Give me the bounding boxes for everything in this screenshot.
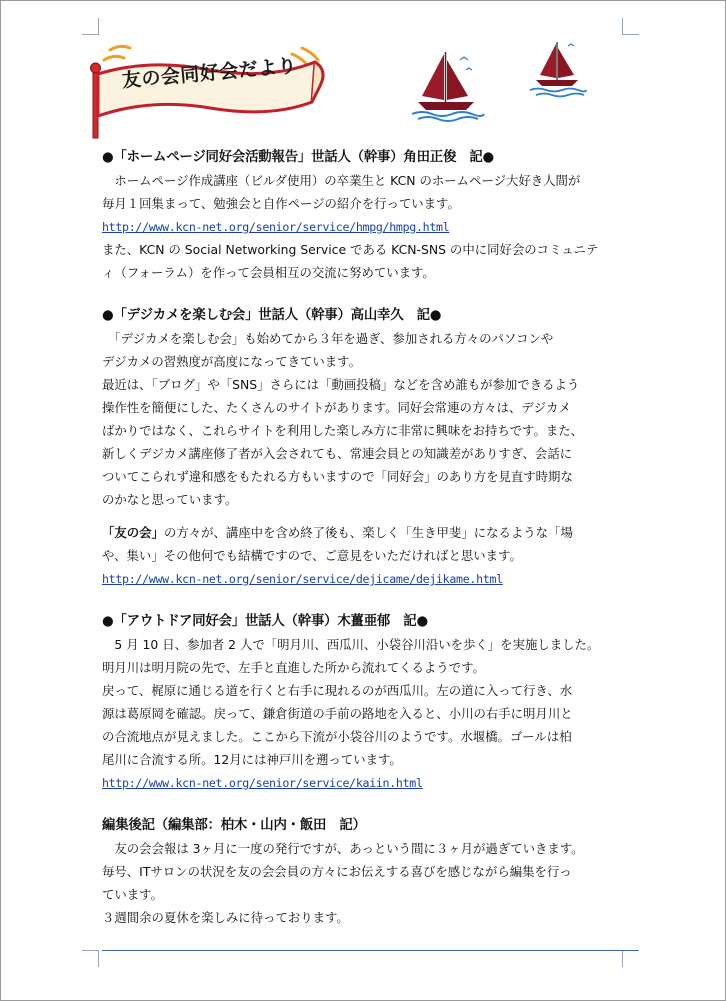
- margin-corner-bottom-right: [622, 950, 639, 967]
- banner-title: 友の会同好会だより: [121, 54, 298, 92]
- sailboat-icon: [528, 40, 588, 98]
- paragraph-line: 5 月 10 日、参加者 2 人で「明月川、西瓜川、小袋谷川沿いを歩く」を実施しました。: [102, 637, 600, 652]
- paragraph-line: ついてこられず違和感をもたれる方もいますので「同好会」のあり方を見直す時期な: [102, 469, 573, 484]
- paragraph-line: ばかりではなく、これらサイトを利用した楽しみ方に非常に興味をお持ちです。また、: [102, 423, 584, 438]
- margin-corner-top-left: [82, 18, 99, 35]
- paragraph-line: 戻って、梶原に通じる道を行くと右手に現れるのが西瓜川。左の道に入って行き、水: [102, 683, 573, 698]
- footer-rule: [102, 950, 638, 951]
- margin-corner-bottom-left: [82, 950, 99, 967]
- paragraph-line: 新しくデジカメ講座修了者が入会されても、常連会員との知識差がありすぎ、会話に: [102, 446, 573, 461]
- paragraph-line: ホームページ作成講座（ビルダ使用）の卒業生と KCN のホームページ大好き人間が: [102, 173, 581, 188]
- paragraph-line: ています。: [102, 887, 163, 902]
- section-heading-digicame: ●「デジカメを楽しむ会」世話人（幹事）高山幸久 記●: [102, 308, 442, 323]
- paragraph-text: の方々が、講座中を含め終了後も、楽しく「生き甲斐」になるような「場: [163, 525, 573, 540]
- section-heading-postscript: 編集後記（編集部：柏木・山内・飯田 記）: [102, 818, 366, 833]
- paragraph-line: や、集い」その他何でも結構ですので、ご意見をいただければと思います。: [102, 548, 522, 563]
- paragraph-line: の合流地点が見えました。ここから下流が小袋谷川のようです。水堰橋。ゴールは柏: [102, 729, 572, 744]
- paragraph-line: ィ（フォーラム）を作って会員相互の交流に努めています。: [102, 265, 435, 280]
- paragraph-line: 操作性を簡便にした、たくさんのサイトがあります。同好会常連の方々は、デジカメ: [102, 400, 571, 415]
- paragraph-line: 明月川は明月院の先で、左手と直進した所から流れてくるようです。: [102, 660, 485, 675]
- term-tomonokai: 「友の会」: [102, 525, 164, 540]
- paragraph-line: また、KCN の Social Networking Service である KCN-SNS の中に同好会のコミュニテ: [102, 242, 599, 257]
- outdoor-link[interactable]: http://www.kcn-net.org/senior/service/kaiin.html: [102, 776, 423, 790]
- paragraph-line: ３週間余の夏休を楽しみに待っております。: [102, 910, 349, 925]
- newsletter-body: [102, 146, 642, 929]
- section-heading-homepage: ●「ホームページ同好会活動報告」世話人（幹事）角田正俊 記●: [102, 150, 495, 165]
- section-heading-outdoor: ●「アウトドア同好会」世話人（幹事）木薑亜郁 記●: [102, 614, 428, 629]
- paragraph-line: 尾川に合流する所。12月には神戸川を遡っています。: [102, 752, 402, 767]
- banner-flag-graphic: [80, 40, 340, 150]
- paragraph-line: デジカメの習熟度が高度になってきています。: [102, 354, 361, 369]
- paragraph-line: [102, 521, 642, 544]
- paragraph-line: 毎号、ITサロンの状況を友の会会員の方々にお伝えする喜びを感じながら編集を行っ: [102, 864, 572, 879]
- paragraph-line: 最近は、「ブログ」や「SNS」さらには「動画投稿」などを含め誰もが参加できるよう: [102, 377, 580, 392]
- paragraph-line: 友の会会報は 3ヶ月に一度の発行ですが、あっという間に３ヶ月が過ぎていきます。: [102, 841, 584, 856]
- homepage-link[interactable]: http://www.kcn-net.org/senior/service/hmpg/hmpg.html: [102, 220, 450, 234]
- digicame-link[interactable]: http://www.kcn-net.org/senior/service/dejicame/dejikame.html: [102, 572, 503, 586]
- paragraph-line: のかなと思っています。: [102, 492, 238, 507]
- sailboat-icon: [408, 50, 486, 122]
- paragraph-line: 毎月１回集まって、勉強会と自作ページの紹介を行っています。: [102, 196, 460, 211]
- paragraph-line: 源は葛原岡を確認。戻って、鎌倉街道の手前の路地を入ると、小川の右手に明月川と: [102, 706, 573, 721]
- margin-corner-top-right: [622, 18, 639, 35]
- paragraph-line: 「デジカメを楽しむ会」も始めてから３年を過ぎ、参加される方々のパソコンや: [102, 331, 554, 346]
